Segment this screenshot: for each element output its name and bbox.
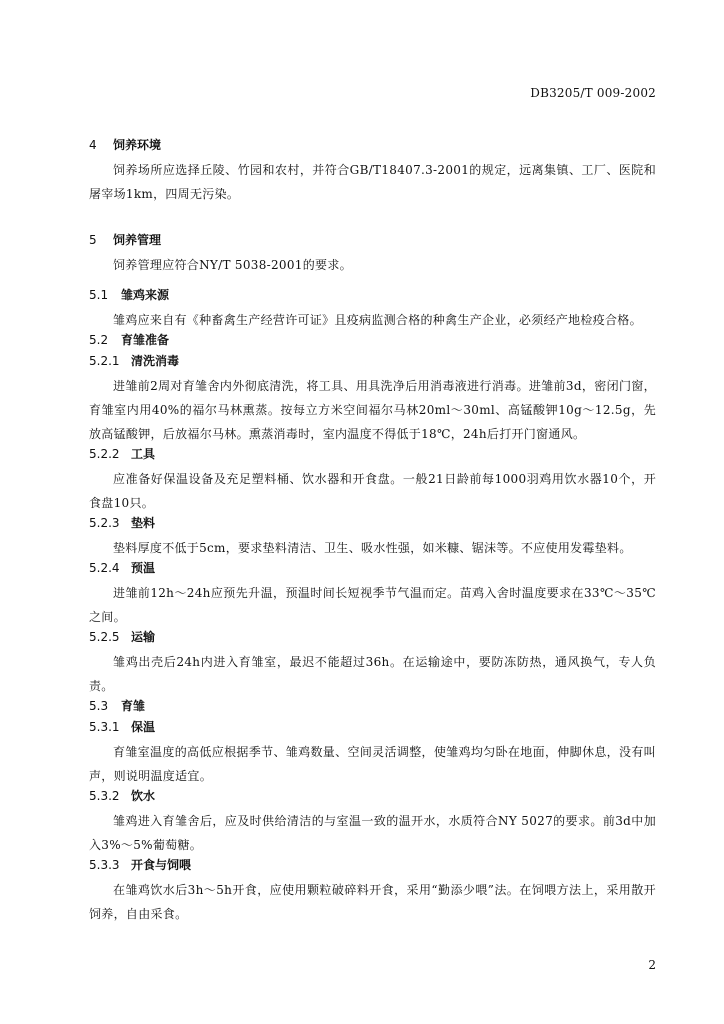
section-number: 5.2.5 [89, 630, 120, 644]
page-number: 2 [648, 958, 656, 972]
section-number: 5.1 [89, 288, 109, 302]
section-number: 4 [89, 138, 97, 152]
section-heading [89, 629, 656, 650]
section-number: 5.3 [89, 699, 109, 713]
section-5-2-5 [89, 629, 656, 698]
section-title: 雏鸡来源 [121, 288, 170, 302]
section-heading [89, 515, 656, 536]
section-number: 5 [89, 233, 97, 247]
section-5 [89, 232, 656, 277]
section-4 [89, 137, 656, 206]
section-title: 育雏准备 [121, 333, 170, 347]
section-heading [89, 698, 656, 719]
section-number: 5.2 [89, 333, 109, 347]
section-5-2-3 [89, 515, 656, 560]
section-heading [89, 857, 656, 878]
section-title: 开食与饲喂 [131, 858, 192, 872]
section-heading [89, 232, 656, 253]
section-title: 工具 [131, 447, 156, 461]
section-5-3 [89, 698, 656, 719]
section-paragraph: 饲养管理应符合NY/T 5038-2001的要求。 [113, 258, 352, 272]
section-number: 5.2.4 [89, 561, 120, 575]
section-title: 预温 [131, 561, 156, 575]
section-number: 5.2.3 [89, 516, 120, 530]
section-heading [89, 446, 656, 467]
section-5-2 [89, 332, 656, 353]
section-number: 5.2.1 [89, 354, 120, 368]
section-paragraph: 雏鸡应来自有《种畜禽生产经营许可证》且疫病监测合格的种禽生产企业，必须经产地检疫合格。 [113, 313, 642, 327]
section-heading [89, 788, 656, 809]
section-title: 清洗消毒 [131, 354, 180, 368]
section-number: 5.3.3 [89, 858, 120, 872]
section-heading [89, 287, 656, 308]
section-5-3-2 [89, 788, 656, 857]
section-heading [89, 137, 656, 158]
section-title: 垫料 [131, 516, 156, 530]
section-paragraph: 在雏鸡饮水后3h～5h开食，应使用颗粒破碎料开食，采用“勤添少喂”法。在饲喂方法上，采用散开饲养，自由采食。 [89, 883, 656, 921]
section-title: 饲养管理 [113, 233, 162, 247]
section-title: 保温 [131, 720, 156, 734]
section-title: 育雏 [121, 699, 146, 713]
section-paragraph: 进雏前12h～24h应预先升温，预温时间长短视季节气温而定。苗鸡入舍时温度要求在33℃～35℃之间。 [89, 586, 656, 624]
section-5-3-1 [89, 719, 656, 788]
section-5-2-2 [89, 446, 656, 515]
section-title: 饲养环境 [113, 138, 162, 152]
section-title: 饮水 [131, 789, 156, 803]
section-paragraph: 饲养场所应选择丘陵、竹园和农村，并符合GB/T18407.3-2001的规定，远离集镇、工厂、医院和屠宰场1km，四周无污染。 [89, 163, 656, 201]
section-heading [89, 353, 656, 374]
section-5-1 [89, 287, 656, 332]
section-5-3-3 [89, 857, 656, 926]
section-paragraph: 雏鸡进入育雏舍后，应及时供给清洁的与室温一致的温开水，水质符合NY 5027的要求。前3d中加入3%～5%葡萄糖。 [89, 814, 656, 852]
section-number: 5.2.2 [89, 447, 120, 461]
section-heading [89, 560, 656, 581]
section-heading [89, 332, 656, 353]
section-paragraph: 进雏前2周对育雏舍内外彻底清洗，将工具、用具洗净后用消毒液进行消毒。进雏前3d，密闭门窗，育雏室内用40%的福尔马林熏蒸。按每立方米空间福尔马林20ml～30ml、高锰酸钾10g～12.5g，先放高锰酸钾，后放福尔马林。熏蒸消毒时，室内温度不得低于18℃，24h后打开门窗通风。 [89, 379, 656, 441]
section-5-2-4 [89, 560, 656, 629]
section-number: 5.3.1 [89, 720, 120, 734]
document-body [89, 137, 656, 926]
section-title: 运输 [131, 630, 156, 644]
section-paragraph: 育雏室温度的高低应根据季节、雏鸡数量、空间灵活调整，使雏鸡均匀卧在地面，伸脚休息，没有叫声，则说明温度适宜。 [89, 745, 656, 783]
document-code: DB3205/T 009-2002 [530, 86, 656, 100]
section-paragraph: 垫料厚度不低于5cm，要求垫料清洁、卫生、吸水性强，如米糠、锯沫等。不应使用发霉垫料。 [113, 541, 632, 555]
section-number: 5.3.2 [89, 789, 120, 803]
section-paragraph: 雏鸡出壳后24h内进入育雏室，最迟不能超过36h。在运输途中，要防冻防热，通风换气，专人负责。 [89, 655, 656, 693]
section-5-2-1 [89, 353, 656, 446]
section-paragraph: 应准备好保温设备及充足塑料桶、饮水器和开食盘。一般21日龄前每1000羽鸡用饮水器10个，开食盘10只。 [89, 472, 656, 510]
section-heading [89, 719, 656, 740]
